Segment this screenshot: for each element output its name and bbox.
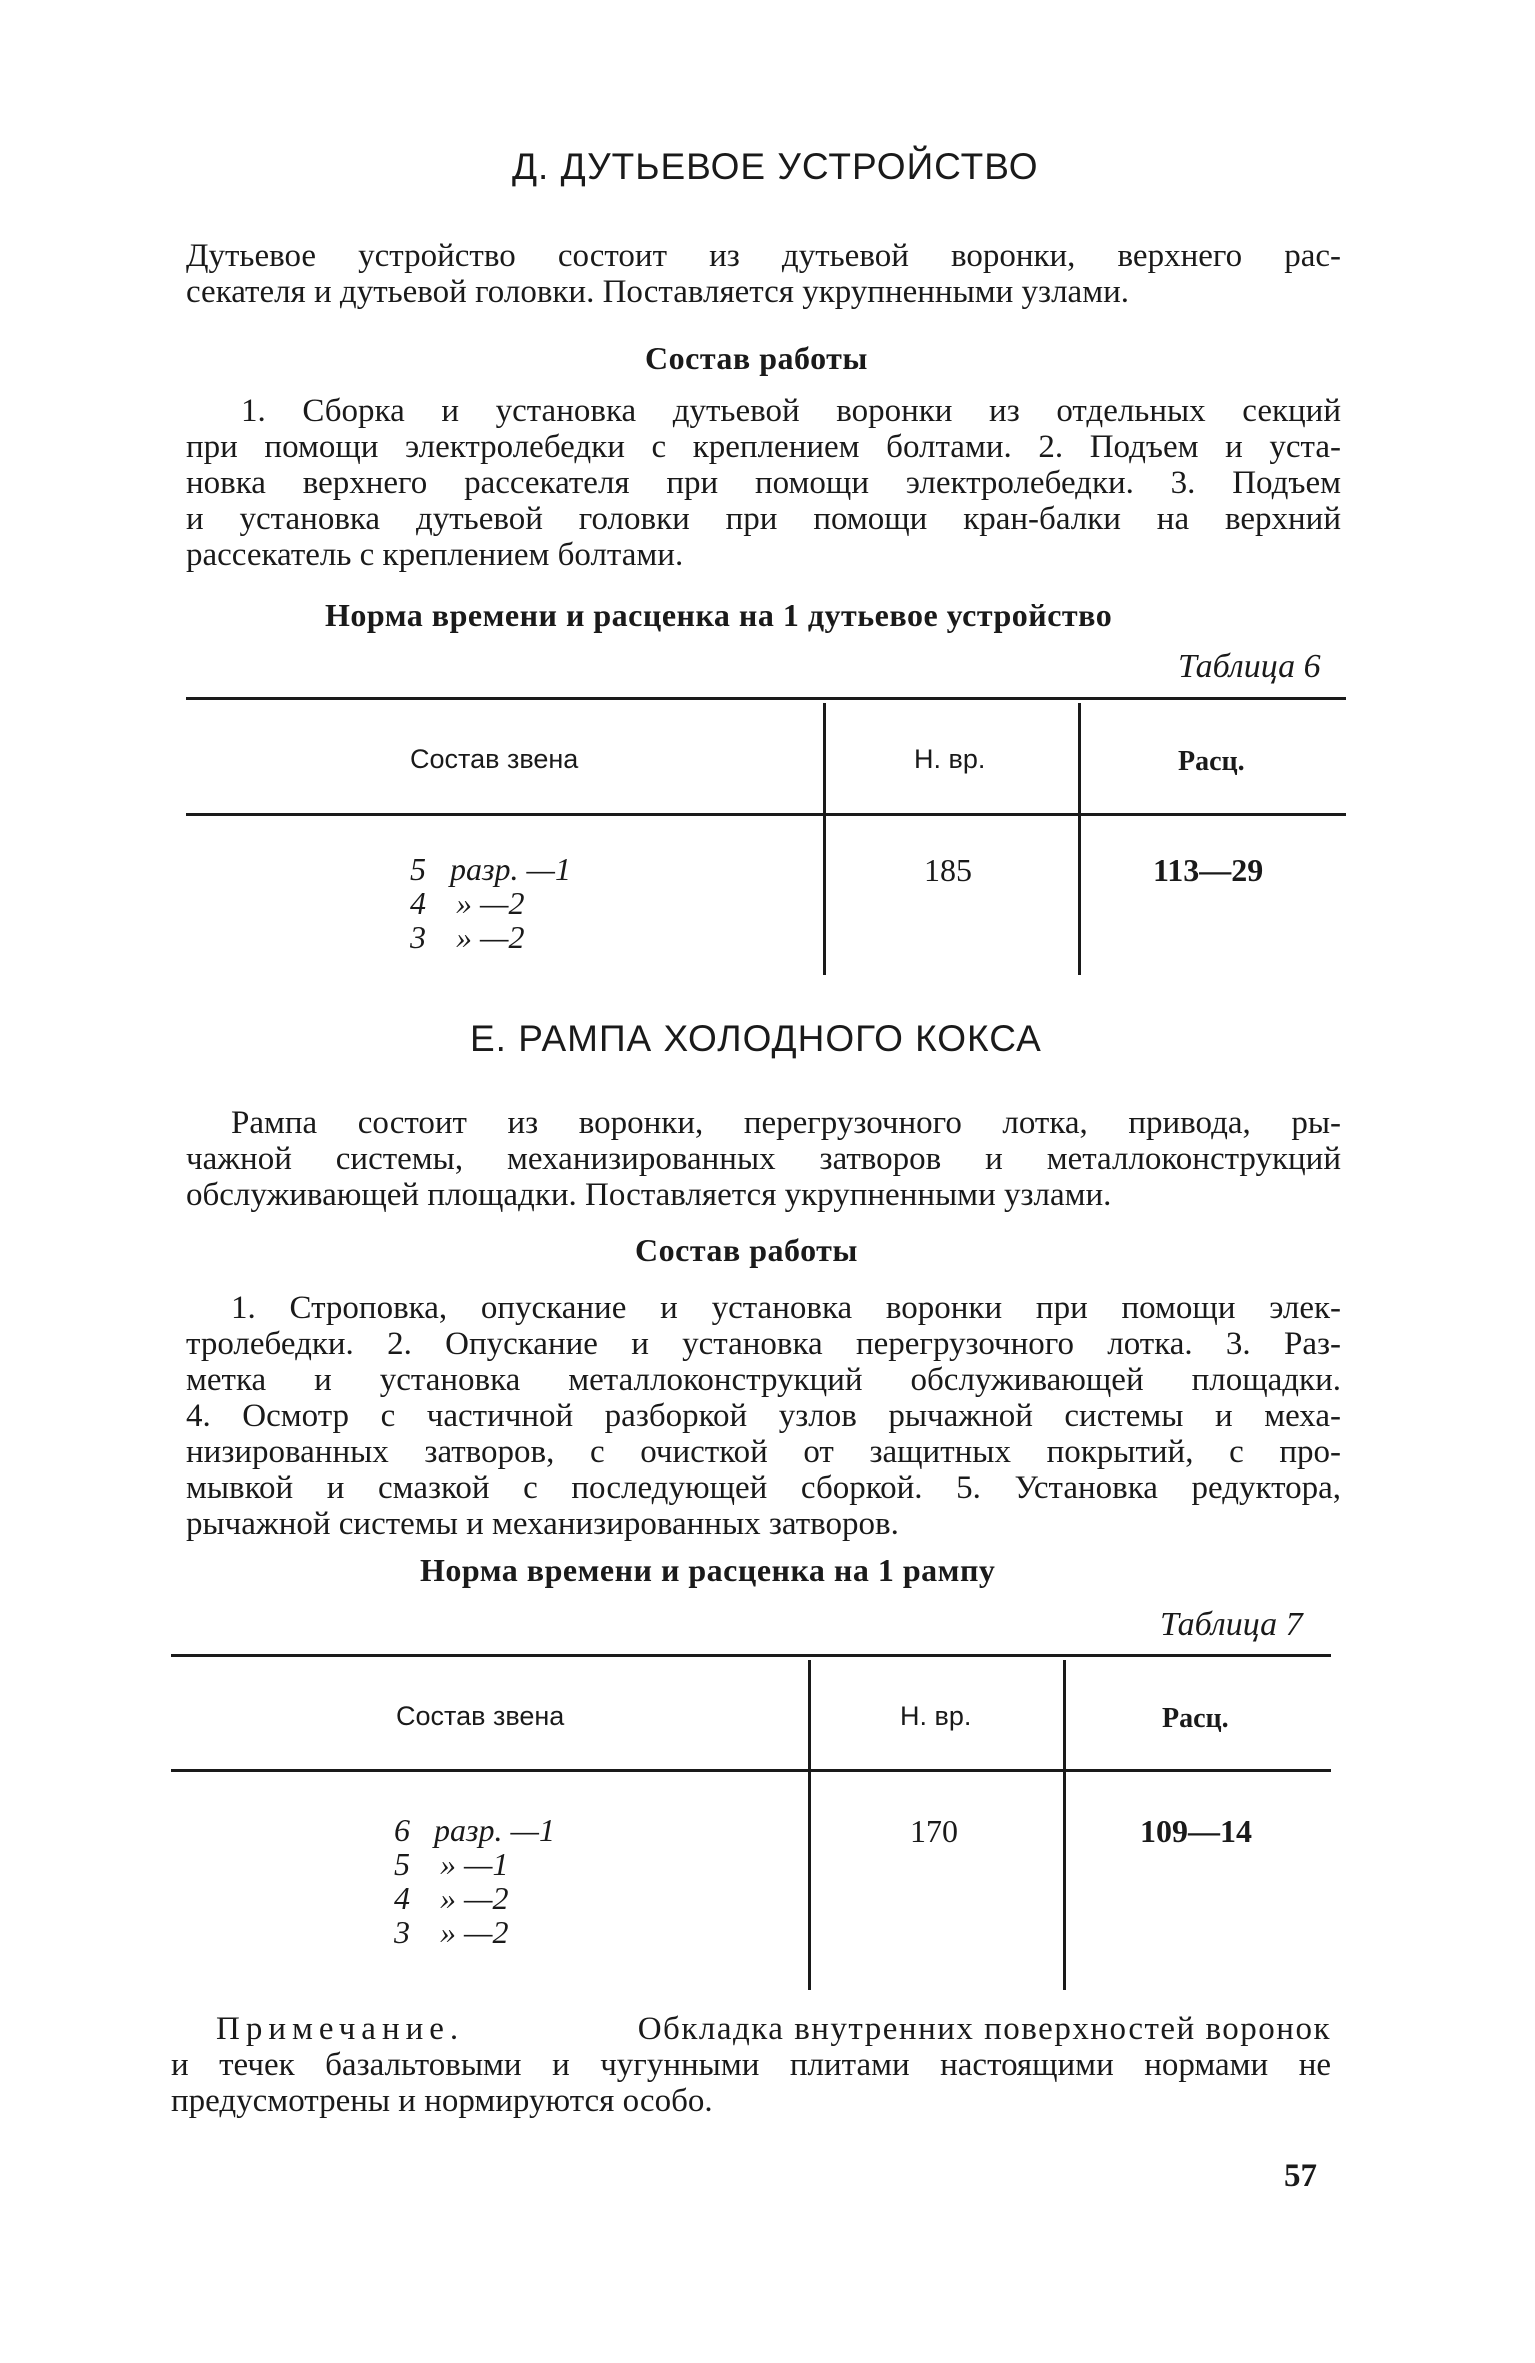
table-6-caption: Таблица 6 (1178, 648, 1321, 685)
time-norm-value: 170 (910, 1813, 958, 1849)
text-line: метка и установка металлоконструкций обслуживающей площадки. (186, 1362, 1341, 1398)
rate-value: 113—29 (1153, 852, 1264, 888)
crew-row: 3 » —2 (394, 1914, 509, 1950)
table-7-caption: Таблица 7 (1160, 1606, 1303, 1643)
text-line: новка верхнего рассекателя при помощи электролебедки. 3. Подъем (186, 465, 1341, 501)
text-line: 1. Сборка и установка дутьевой воронки из отдельных секций (241, 393, 1341, 429)
column-header-rate: Расц. (1178, 746, 1245, 777)
note-line: и течек базальтовыми и чугунными плитами настоящими нормами не (171, 2047, 1331, 2083)
text-line: Рампа состоит из воронки, перегрузочного лотка, привода, ры- (231, 1105, 1341, 1141)
text-line: и установка дутьевой головки при помощи кран-балки на верхний (186, 501, 1341, 537)
crew-composition-cell (394, 1813, 555, 1949)
column-header-time-norm: Н. вр. (914, 744, 986, 774)
section-e-norm-heading: Норма времени и расценка на 1 рампу (420, 1552, 996, 1588)
section-e-intro (186, 1105, 1341, 1213)
text-line: низированных затворов, с очисткой от защитных покрытий, с про- (186, 1434, 1341, 1470)
note-line (171, 2011, 1331, 2047)
note-line: предусмотрены и нормируются особо. (171, 2083, 713, 2119)
note-label: Примечание. (216, 2011, 465, 2047)
section-d-work-text (186, 393, 1341, 573)
section-d-title: Д. ДУТЬЕВОЕ УСТРОЙСТВО (512, 146, 1039, 187)
column-header-rate: Расц. (1162, 1703, 1229, 1734)
note (171, 2011, 1331, 2119)
rate-value: 109—14 (1140, 1813, 1252, 1849)
column-header-crew: Состав звена (410, 744, 579, 774)
section-e-work-text (186, 1290, 1341, 1542)
crew-row: 3 » —2 (410, 919, 525, 955)
column-header-crew: Состав звена (396, 1701, 565, 1731)
text-line: чажной системы, механизированных затворов и металлоконструкций (186, 1141, 1341, 1177)
text-line: при помощи электролебедки с креплением болтами. 2. Подъем и уста- (186, 429, 1341, 465)
crew-composition-cell (410, 852, 571, 954)
text-line: мывкой и смазкой с последующей сборкой. 5. Установка редуктора, (186, 1470, 1341, 1506)
crew-row: 5 разр. —1 (410, 851, 571, 887)
crew-row: 5 » —1 (394, 1846, 509, 1882)
table-column-divider (1078, 703, 1081, 975)
time-norm-value: 185 (924, 852, 972, 888)
column-header-time-norm: Н. вр. (900, 1701, 972, 1731)
table-column-divider (823, 703, 826, 975)
section-e-work-heading: Состав работы (635, 1232, 858, 1268)
table-rule-top (186, 697, 1346, 700)
crew-row: 4 » —2 (410, 885, 525, 921)
text-line: 1. Строповка, опускание и установка воронки при помощи элек- (231, 1290, 1341, 1326)
text-line: 4. Осмотр с частичной разборкой узлов рычажной системы и меха- (186, 1398, 1341, 1434)
table-rule-header (186, 813, 1346, 816)
text-line: рычажной системы и механизированных затворов. (186, 1506, 899, 1542)
text-line: обслуживающей площадки. Поставляется укрупненными узлами. (186, 1177, 1112, 1213)
section-d-intro (186, 238, 1341, 310)
table-rule-top (171, 1654, 1331, 1657)
section-e-title: Е. РАМПА ХОЛОДНОГО КОКСА (470, 1018, 1042, 1059)
section-d-work-heading: Состав работы (645, 340, 868, 376)
section-d-norm-heading: Норма времени и расценка на 1 дутьевое устройство (325, 597, 1113, 633)
table-column-divider (808, 1660, 811, 1990)
text-line: Дутьевое устройство состоит из дутьевой воронки, верхнего рас- (186, 238, 1341, 274)
table-column-divider (1063, 1660, 1066, 1990)
table-rule-header (171, 1769, 1331, 1772)
text-line: секателя и дутьевой головки. Поставляется укрупненными узлами. (186, 274, 1129, 310)
note-text: Обкладка внутренних поверхностей воронок (637, 2011, 1331, 2047)
text-line: тролебедки. 2. Опускание и установка перегрузочного лотка. 3. Раз- (186, 1326, 1341, 1362)
crew-row: 4 » —2 (394, 1880, 509, 1916)
page-number: 57 (1284, 2158, 1317, 2194)
text-line: рассекатель с креплением болтами. (186, 537, 684, 573)
crew-row: 6 разр. —1 (394, 1812, 555, 1848)
